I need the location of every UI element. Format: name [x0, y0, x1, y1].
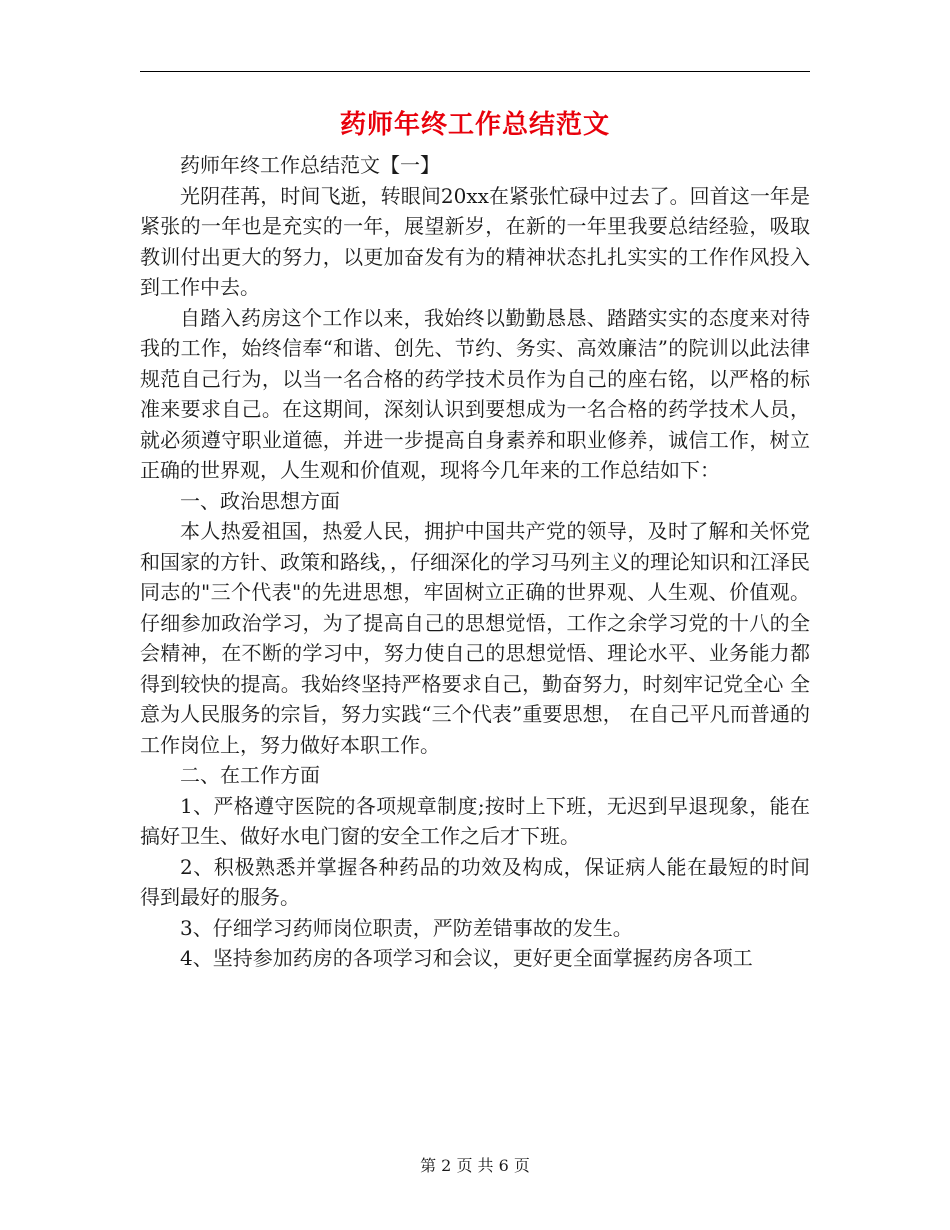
document-body [140, 150, 810, 974]
list-item: 2、积极熟悉并掌握各种药品的功效及构成，保证病人能在最短的时间得到最好的服务。 [140, 854, 810, 909]
document-title: 药师年终工作总结范文 [339, 110, 610, 140]
page-number-footer: 第 2 页 共 6 页 [420, 1156, 530, 1175]
header-rule [140, 71, 810, 72]
paragraph: 本人热爱祖国，热爱人民，拥护中国共产党的领导，及时了解和关怀党和国家的方针、政策和路线，，仔细深化的学习马列主义的理论知识和江泽民同志的"三个代表"的先进思想，牢固树立正确的世界观、人生观、价值观。仔细参加政治学习，为了提高自己的思想觉悟，工作之余学习党的十八的全会精神，在不断的学习中，努力使自己的思想觉悟、理论水平、业务能力都得到较快的提高。我始终坚持严格要求自己，勤奋努力，时刻牢记党全心 全意为人民服务的宗旨，努力实践“三个代表”重要思想， 在自己平凡而普通的工作岗位上，努力做好本职工作。 [140, 519, 810, 757]
subheading-politics: 一、政治思想方面 [180, 488, 340, 513]
list-item: 3、仔细学习药师岗位职责，严防差错事故的发生。 [180, 915, 633, 940]
paragraph: 自踏入药房这个工作以来，我始终以勤勤恳恳、踏踏实实的态度来对待我的工作，始终信奉“和谐、创先、节约、务实、高效廉洁”的院训以此法律规范自己行为，以当一名合格的药学技术员作为自己的座右铭，以严格的标准来要求自己。在这期间，深刻认识到要想成为一名合格的药学技术人员，就必须遵守职业道德，并进一步提高自身素养和职业修养，诚信工作，树立正确的世界观，人生观和价值观，现将今几年来的工作总结如下： [140, 305, 810, 482]
list-item: 4、坚持参加药房的各项学习和会议，更好更全面掌握药房各项工 [180, 946, 753, 970]
paragraph: 光阴荏苒，时间飞逝，转眼间20xx在紧张忙碌中过去了。回首这一年是紧张的一年也是充实的一年，展望新岁，在新的一年里我要总结经验，吸取教训付出更大的努力，以更加奋发有为的精神状态扎扎实实的工作作风投入到工作中去。 [140, 183, 810, 299]
section-heading-1: 药师年终工作总结范文【一】 [180, 153, 440, 177]
subheading-work: 二、在工作方面 [180, 763, 320, 787]
list-item: 1、严格遵守医院的各项规章制度;按时上下班，无迟到早退现象，能在搞好卫生、做好水电门窗的安全工作之后才下班。 [140, 793, 810, 848]
